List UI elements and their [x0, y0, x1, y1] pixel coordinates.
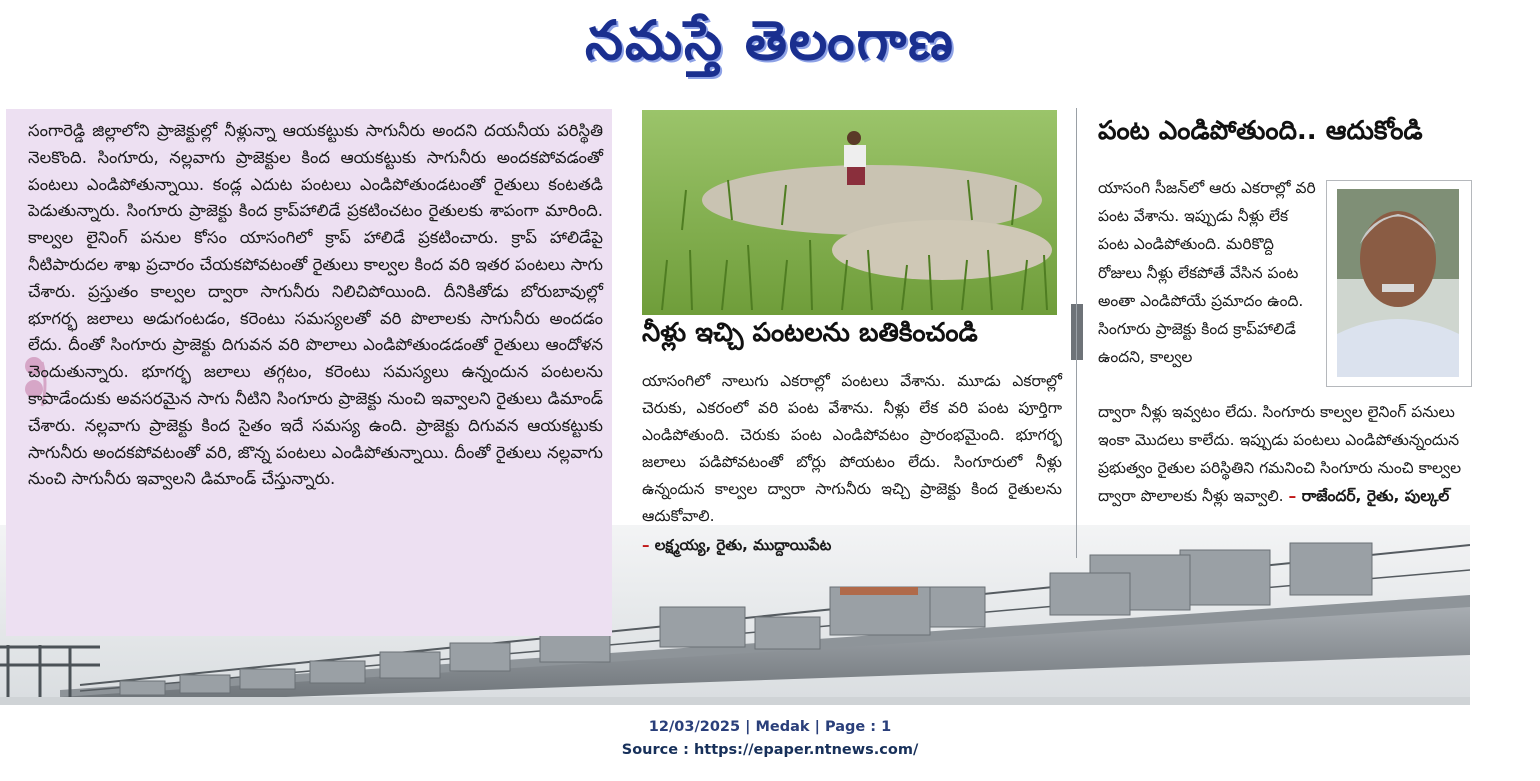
column-divider: [1076, 108, 1077, 558]
right-quote-part2-text: ద్వారా నీళ్లు ఇవ్వటం లేదు. సింగూరు కాల్వల లైనింగ్ పనులు ఇంకా మొదలు కాలేదు. ఇప్పుడు పంటలు ఎండిపోతున్నందున ప్రభుత్వం రైతుల పరిస్థితిని గమనించి సింగూరు నుంచి కాల్వల ద్వారా పొలాలకు నీళ్లు ఇవ్వాలి.: [1098, 403, 1462, 505]
footer-source: Source : https://epaper.ntnews.com/: [621, 742, 919, 758]
farmer-portrait: [1337, 189, 1459, 377]
right-quote-part1: [1098, 174, 1322, 371]
footer: [0, 716, 1540, 762]
middle-quote-text: యాసంగిలో నాలుగు ఎకరాల్లో పంటలు వేశాను. మూడు ఎకరాల్లో చెరుకు, ఎకరంలో వరి పంట వేశాను. నీళ్లు లేక వరి పంట పూర్తిగా ఎండిపోతుంది. చెరుకు పంట ఎండిపోవటం ప్రారంభమైంది. భూగర్భ జలాలు పడిపోవటంతో బోర్లు పోయటం లేదు. సింగూరులో నీళ్లు ఉన్నందున కాల్వల ద్వారా సాగునీరు ఇచ్చి ప్రాజెక్టు కింద రైతులను ఆదుకోవాలి.: [642, 372, 1062, 525]
credit-dash: –: [1288, 487, 1297, 505]
masthead: [0, 0, 1540, 95]
credit-dash: –: [642, 536, 650, 554]
paddy-field-photo: [642, 110, 1057, 315]
right-credit-text: రాజేందర్, రైతు, పుల్కల్: [1301, 487, 1450, 505]
right-headline: పంట ఎండిపోతుంది.. ఆదుకోండి: [1098, 116, 1423, 146]
main-story-text: [28, 118, 603, 493]
middle-credit: [642, 536, 831, 558]
right-quote-part2: [1098, 398, 1476, 510]
footer-dateline: 12/03/2025 | Medak | Page : 1: [648, 719, 892, 735]
masthead-logo: నమస్తే తెలంగాణ: [585, 9, 955, 72]
column-marker: [1071, 304, 1083, 360]
middle-quote: [642, 368, 1062, 530]
right-quote-part1-text: యాసంగి సీజన్‌లో ఆరు ఎకరాల్లో వరి పంట వేశాను. ఇప్పుడు నీళ్లు లేక పంట ఎండిపోతుంది. మరికొద్ది రోజులు నీళ్లు లేకపోతే వేసిన పంట అంతా ఎండిపోయే ప్రమాదం ఉంది. సింగూరు ప్రాజెక్టు కింద క్రాప్‌హాలిడే ఉందని, కాల్వల: [1098, 179, 1316, 367]
middle-headline: నీళ్లు ఇచ్చి పంటలను బతికించండి: [642, 318, 978, 348]
main-story-paragraph: సంగారెడ్డి జిల్లాలోని ప్రాజెక్టుల్లో నీళ్లున్నా ఆయకట్టుకు సాగునీరు అందని దయనీయ పరిస్థితి నెలకొంది. సింగూరు, నల్లవాగు ప్రాజెక్టుల కింద ఆయకట్టుకు సాగునీరు అందకపోవడంతో పంటలు ఎండిపోతున్నాయి. కండ్ల ఎదుట పంటలు ఎండిపోతుండటంతో రైతులు కంటతడి పెడుతున్నారు. సింగూరు ప్రాజెక్టు కింద క్రాప్‌హాలిడే ప్రకటించటం రైతులకు శాపంగా మారింది. కాల్వల లైనింగ్ పనుల కోసం యాసంగిలో క్రాప్ హాలిడే ప్రకటించారు. క్రాప్ హాలిడేపై నీటిపారుదల శాఖ ప్రచారం చేయకపోవటంతో రైతులు కాల్వల కింద వరి ఇతర పంటలు సాగు చేశారు. ప్రస్తుతం కాల్వల ద్వారా సాగునీరు నిలిచిపోయింది. దీనికితోడు బోరుబావుల్లో భూగర్భ జలాలు అడుగంటడం, కరెంటు సమస్యలతో వరి పొలాలకు సాగునీరు అందడం లేదు. దీంతో సింగూరు ప్రాజెక్టు దిగువన వరి పొలాలు ఎండిపోతుండడంతో రైతులు ఆందోళన చెందుతున్నారు. భూగర్భ జలాలు తగ్గటం, కరెంటు సమస్యలు ఉన్నందున పంటలను కాపాడేందుకు అవసరమైన సాగు నీటిని సింగూరు ప్రాజెక్టు నుంచి ఇవ్వాలని రైతులు డిమాండ్ చేశారు. నల్లవాగు ప్రాజెక్టు కింద సైతం ఇదే సమస్య ఉంది. ప్రాజెక్టు దిగువన ఆయకట్టుకు సాగునీరు అందకపోవటంతో వరి, జొన్న పంటలు ఎండిపోతున్నాయి. దీంతో రైతులు నల్లవాగు నుంచి సాగునీరు ఇవ్వాలని డిమాండ్ చేస్తున్నారు.: [28, 121, 603, 489]
farmer-portrait-frame: [1326, 180, 1472, 387]
middle-credit-text: లక్ష్మయ్య, రైతు, ముద్దాయిపేట: [654, 536, 832, 554]
